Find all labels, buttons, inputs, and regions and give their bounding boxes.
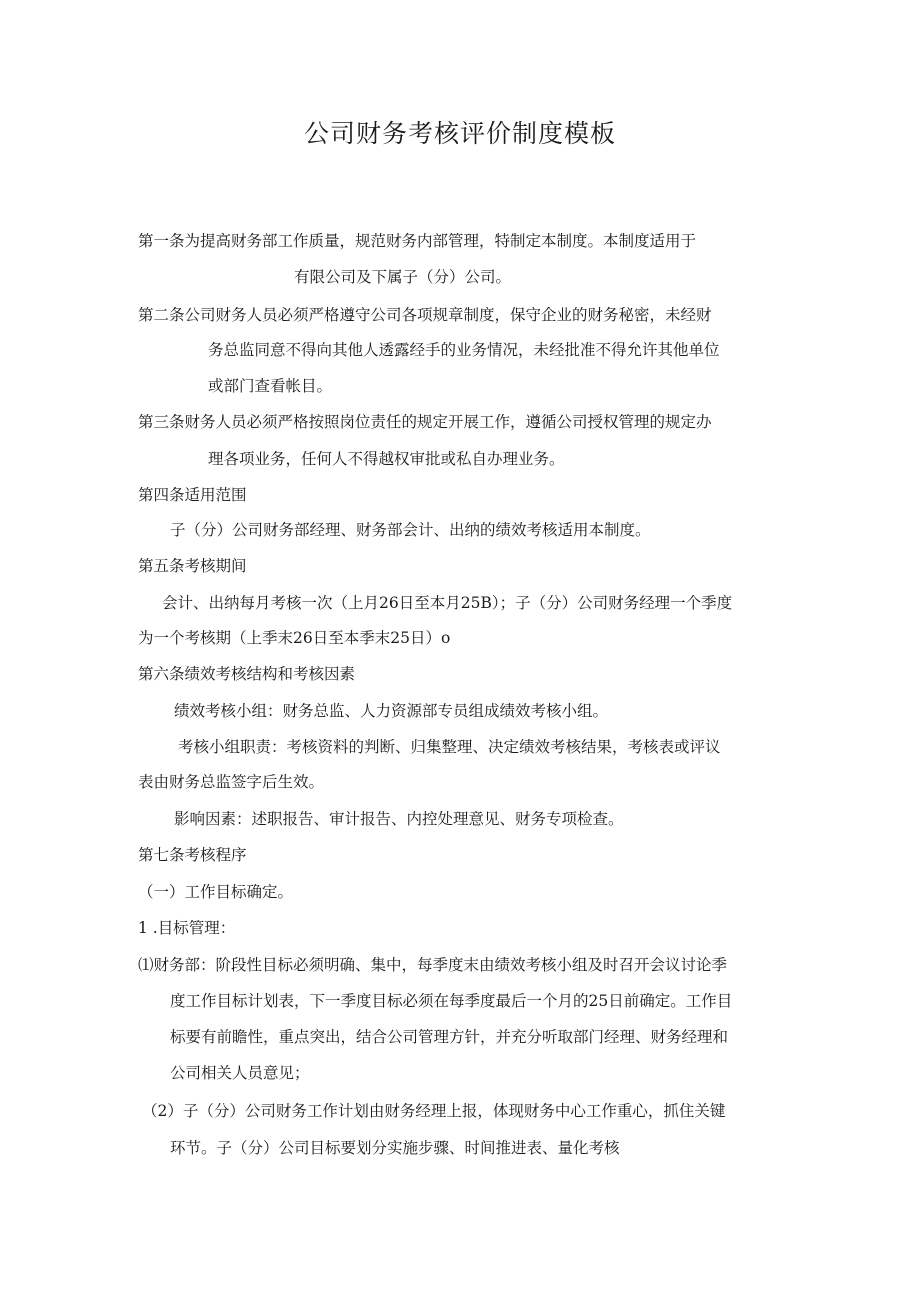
text-line: 第一条为提高财务部工作质量，规范财务内部管理，特制定本制度。本制度适用于 (138, 232, 697, 250)
text-line: 考核小组职责：考核资料的判断、归集整理、决定绩效考核结果，考核表或评议 (178, 738, 721, 756)
text-line: （一）工作目标确定。 (138, 883, 294, 901)
text-line: 表由财务总监签字后生效。 (138, 773, 325, 791)
section-heading: 第六条绩效考核结构和考核因素 (138, 665, 356, 683)
text-line: 为一个考核期（上季末26日至本季末25日）o (138, 629, 451, 647)
text-line: 1 .目标管理： (138, 919, 236, 937)
text-line: 环节。子（分）公司目标要划分实施步骤、时间推进表、量化考核 (170, 1139, 620, 1157)
text-line: 影响因素：述职报告、审计报告、内控处理意见、财务专项检查。 (174, 810, 624, 828)
text-line: 度工作目标计划表，下一季度目标必须在每季度最后一个月的25日前确定。工作目 (170, 992, 733, 1010)
text-line: 理各项业务，任何人不得越权审批或私自办理业务。 (208, 450, 565, 468)
text-line: 第三条财务人员必须严格按照岗位责任的规定开展工作，遵循公司授权管理的规定办 (138, 413, 712, 431)
text-line: 有限公司及下属子（分）公司。 (294, 268, 512, 286)
text-line: 绩效考核小组：财务总监、人力资源部专员组成绩效考核小组。 (174, 702, 609, 720)
section-heading: 第五条考核期间 (138, 557, 247, 575)
text-line: 标要有前瞻性，重点突出，结合公司管理方针，并充分听取部门经理、财务经理和 (170, 1028, 729, 1046)
text-line: 会计、出纳每月考核一次（上月26日至本月25B）；子（分）公司财务经理一个季度 (162, 594, 733, 612)
text-line: 或部门查看帐目。 (208, 377, 333, 395)
text-line: ⑴财务部：阶段性目标必须明确、集中，每季度末由绩效考核小组及时召开会议讨论季 (138, 956, 728, 974)
text-line: 务总监同意不得向其他人透露经手的业务情况，未经批准不得允许其他单位 (208, 341, 720, 359)
document-title: 公司财务考核评价制度模板 (303, 119, 616, 148)
section-heading: 第四条适用范围 (138, 486, 247, 504)
text-line: 公司相关人员意见； (170, 1064, 310, 1082)
text-line: （2）子（分）公司财务工作计划由财务经理上报，体现财务中心工作重心，抓住关键 (142, 1102, 726, 1120)
text-line: 子（分）公司财务部经理、财务部会计、出纳的绩效考核适用本制度。 (170, 521, 651, 539)
text-line: 第二条公司财务人员必须严格遵守公司各项规章制度，保守企业的财务秘密，未经财 (138, 306, 712, 324)
section-heading: 第七条考核程序 (138, 846, 247, 864)
